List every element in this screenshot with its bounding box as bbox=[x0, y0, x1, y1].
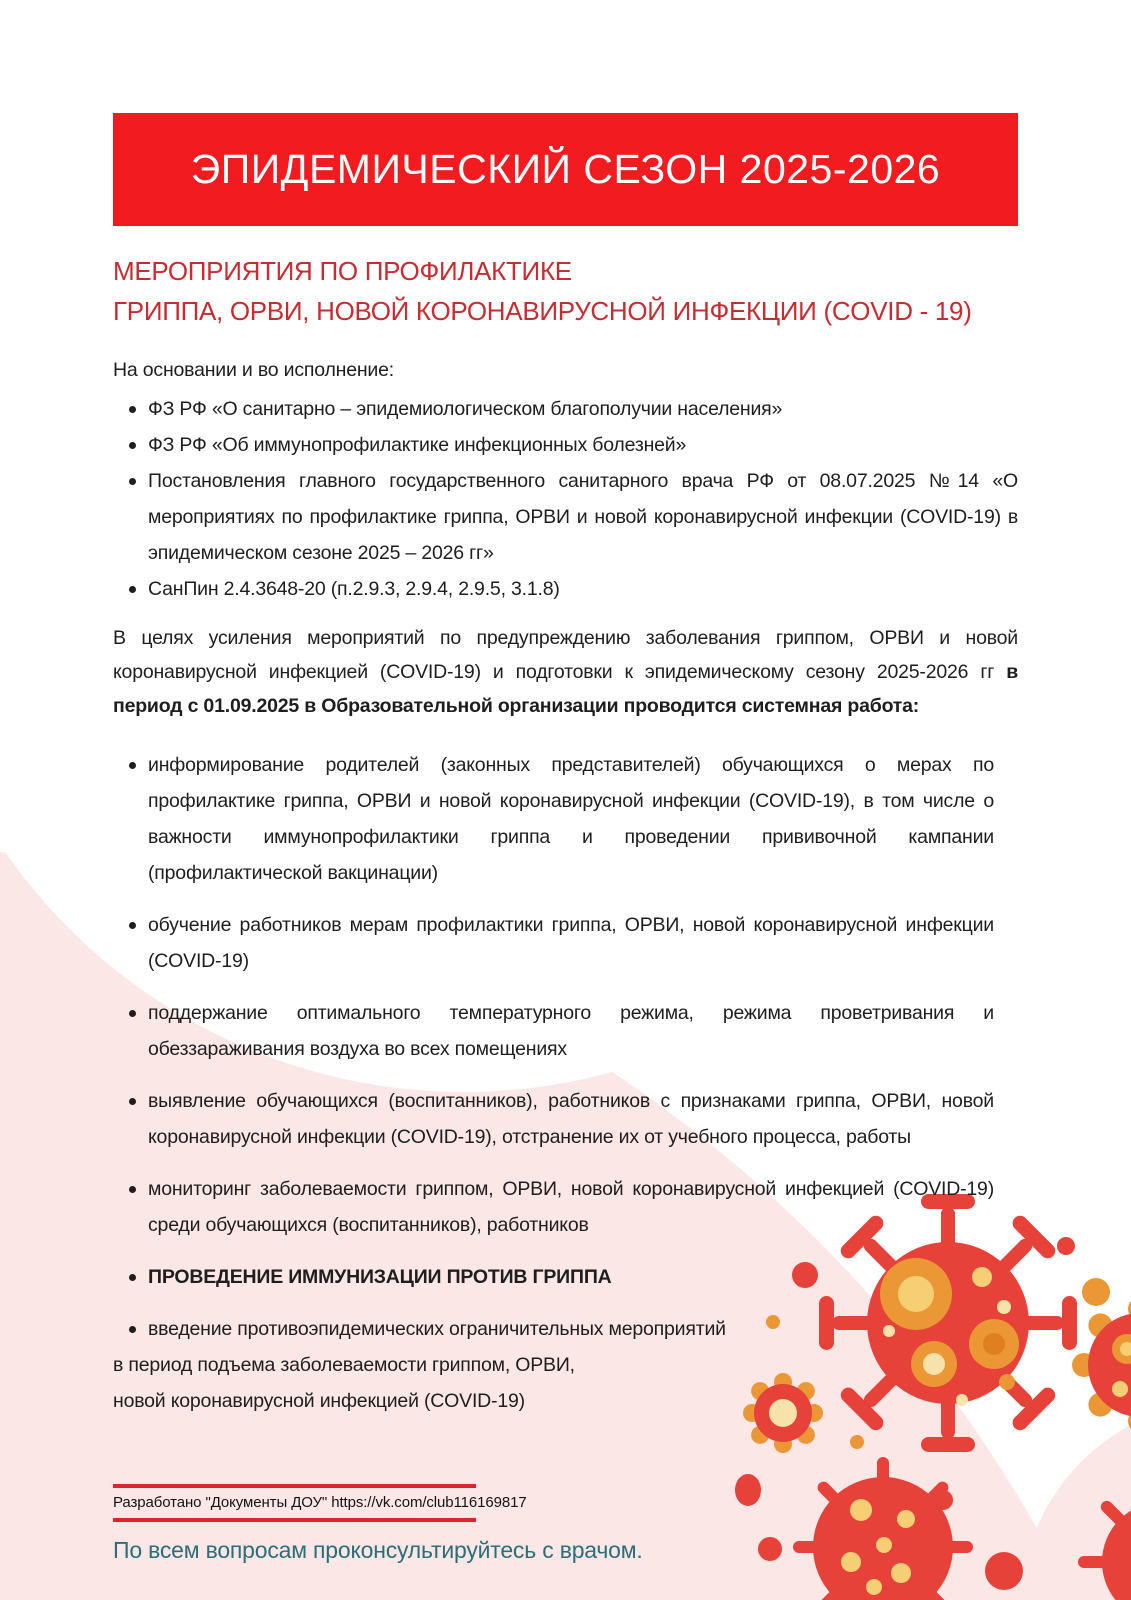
heading-line-2: ГРИППА, ОРВИ, НОВОЙ КОРОНАВИРУСНОЙ ИНФЕКЦИИ (COVID - 19) bbox=[113, 296, 972, 326]
final-measure-line-3: новой коронавирусной инфекцией (COVID-19) bbox=[113, 1390, 525, 1412]
virus-bottom-icon bbox=[793, 1457, 973, 1600]
immunization-highlight: ПРОВЕДЕНИЕ ИММУНИЗАЦИИ ПРОТИВ ГРИППА bbox=[113, 1259, 1018, 1295]
list-item: ФЗ РФ «О санитарно – эпидемиологическом благополучии населения» bbox=[113, 391, 1018, 427]
basis-list bbox=[113, 391, 1018, 607]
purpose-paragraph bbox=[113, 621, 1018, 723]
list-item: выявление обучающихся (воспитанников), работников с признаками гриппа, ОРВИ, новой коронавирусной инфекции (COVID-19), отстранение их от учебного процесса, работы bbox=[113, 1083, 1018, 1155]
purpose-bold-text: в период с 01.09.2025 в Образовательной организации проводится системная работа: bbox=[113, 661, 1018, 717]
page-footer bbox=[113, 1484, 643, 1564]
list-item: Постановления главного государственного санитарного врача РФ от 08.07.2025 №14 «О мероприятиях по профилактике гриппа, ОРВИ и новой коронавирусной инфекции (COVID-19) в эпидемическом сезоне 2025 – 2026 гг» bbox=[113, 463, 1018, 571]
final-measure bbox=[113, 1311, 1018, 1419]
virus-corner-icon bbox=[1078, 1478, 1131, 1600]
heading-line-1: МЕРОПРИЯТИЯ ПО ПРОФИЛАКТИКЕ bbox=[113, 256, 572, 286]
list-item: информирование родителей (законных представителей) обучающихся о мерах по профилактике гриппа, ОРВИ и новой коронавирусной инфекции (COVID-19), в том числе о важности иммунопрофилактики гриппа и проведении прививочной кампании (профилактической вакцинации) bbox=[113, 747, 1018, 891]
credit-text: Разработано "Документы ДОУ" https://vk.com/club116169817 bbox=[113, 1494, 527, 1511]
divider-line-bottom bbox=[113, 1518, 476, 1522]
title-banner bbox=[113, 113, 1018, 226]
final-measure-line-2: в период подъема заболеваемости гриппом, ОРВИ, bbox=[113, 1354, 575, 1376]
list-item: обучение работников мерам профилактики гриппа, ОРВИ, новой коронавирусной инфекции (COVID-19) bbox=[113, 907, 1018, 979]
purpose-text: В целях усиления мероприятий по предупреждению заболевания гриппом, ОРВИ и новой коронавирусной инфекцией (COVID-19) и подготовки к эпидемическому сезону 2025-2026 гг bbox=[113, 627, 1018, 683]
divider-line-top bbox=[113, 1484, 476, 1488]
page-title: ЭПИДЕМИЧЕСКИЙ СЕЗОН 2025-2026 bbox=[190, 146, 941, 192]
list-item: поддержание оптимального температурного режима, режима проветривания и обеззараживания воздуха во всех помещениях bbox=[113, 995, 1018, 1067]
list-item: мониторинг заболеваемости гриппом, ОРВИ, новой коронавирусной инфекцией (COVID-19) среди обучающихся (воспитанников), работников bbox=[113, 1171, 1018, 1243]
doctor-advice-text: По всем вопросам проконсультируйтесь с врачом. bbox=[113, 1537, 643, 1563]
basis-intro: На основании и во исполнение: bbox=[113, 359, 394, 381]
list-item: ФЗ РФ «Об иммунопрофилактике инфекционных болезней» bbox=[113, 427, 1018, 463]
content-area bbox=[0, 113, 1131, 1419]
list-item: СанПин 2.4.3648-20 (п.2.9.3, 2.9.4, 2.9.5, 3.1.8) bbox=[113, 571, 1018, 607]
measures-list bbox=[113, 747, 1018, 1295]
section-heading bbox=[113, 251, 1018, 331]
final-measure-line-1: введение противоэпидемических ограничительных мероприятий bbox=[113, 1311, 1018, 1347]
